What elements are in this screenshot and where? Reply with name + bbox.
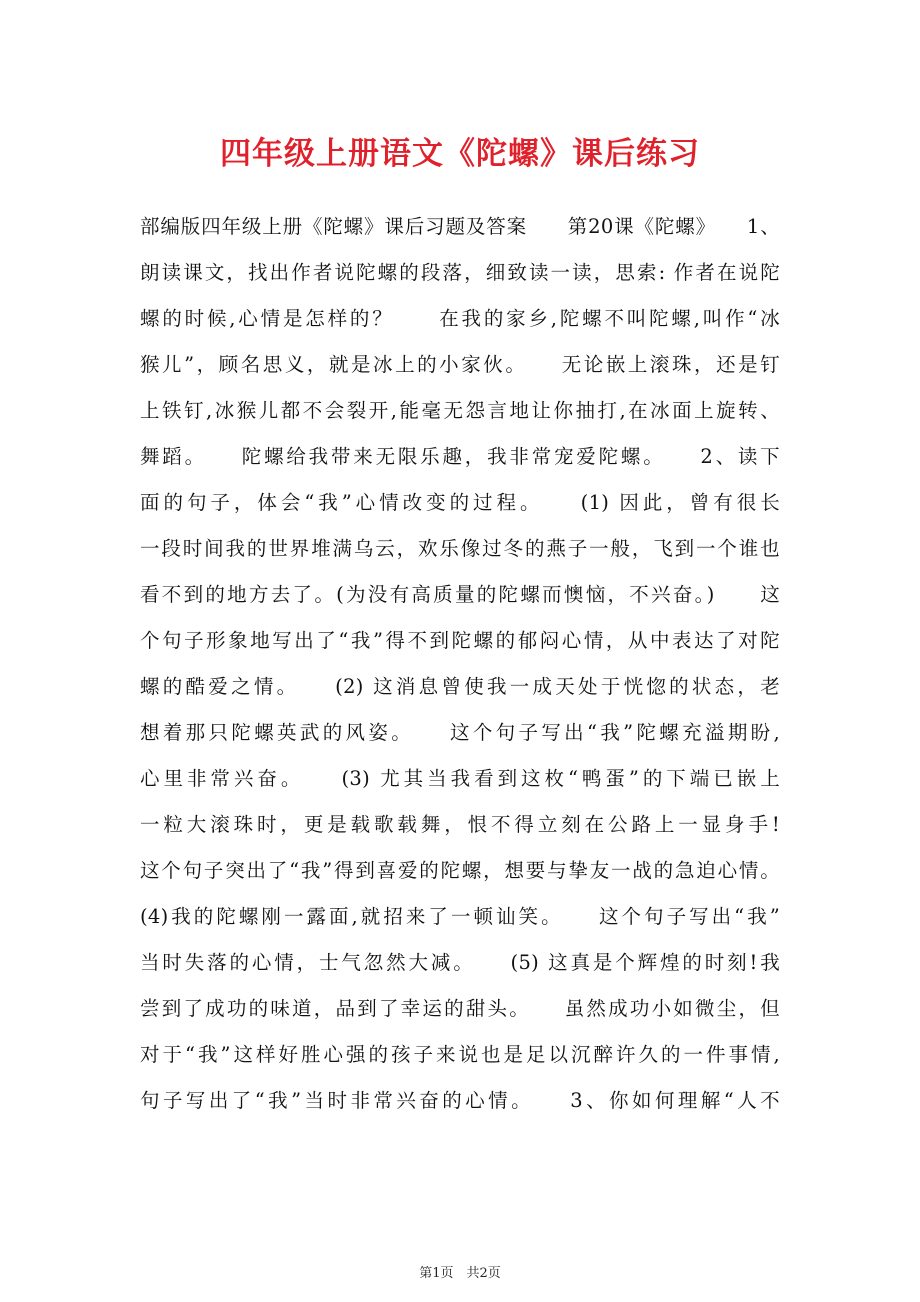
document-body [140, 212, 780, 1132]
text-line: 一段时间我的世界堆满乌云，欢乐像过冬的燕子一般，飞到一个谁也 [140, 537, 780, 560]
text-line: 句子写出了“我”当时非常兴奋的心情。 3、你如何理解“人不 [140, 1089, 780, 1112]
text-line: 一粒大滚珠时，更是载歌载舞，恨不得立刻在公路上一显身手! [140, 813, 780, 836]
text-line: 看不到的地方去了。(为没有高质量的陀螺而懊恼，不兴奋。) 这 [140, 583, 780, 606]
text-line: 朗读课文，找出作者说陀螺的段落，细致读一读，思索: 作者在说陀 [140, 261, 780, 284]
text-line: 这个句子突出了“我”得到喜爱的陀螺，想要与挚友一战的急迫心情。 [140, 859, 780, 882]
text-line: 想着那只陀螺英武的风姿。 这个句子写出“我”陀螺充溢期盼, [140, 721, 780, 744]
page-footer: 第1页 共2页 [419, 1266, 501, 1281]
text-line: 对于“我”这样好胜心强的孩子来说也是足以沉醉许久的一件事情, [140, 1043, 780, 1066]
text-line: 尝到了成功的味道，品到了幸运的甜头。 虽然成功小如微尘，但 [140, 997, 780, 1020]
text-line: 螺的酷爱之情。 (2) 这消息曾使我一成天处于恍惚的状态，老 [140, 675, 780, 698]
text-line: 部编版四年级上册《陀螺》课后习题及答案 第20课《陀螺》 1、 [140, 215, 780, 238]
text-line: 面的句子，体会“我”心情改变的过程。 (1) 因此，曾有很长 [140, 491, 780, 514]
document-title: 四年级上册语文《陀螺》课后练习 [220, 136, 700, 172]
text-line: 当时失落的心情，士气忽然大减。 (5) 这真是个辉煌的时刻!我 [140, 951, 780, 974]
text-line: 猴儿”，顾名思义，就是冰上的小家伙。 无论嵌上滚珠，还是钉 [140, 353, 780, 376]
text-line: (4)我的陀螺刚一露面,就招来了一顿讪笑。 这个句子写出“我” [140, 905, 780, 928]
text-line: 螺的时候,心情是怎样的？ 在我的家乡,陀螺不叫陀螺,叫作“冰 [140, 307, 780, 330]
text-line: 上铁钉,冰猴儿都不会裂开,能毫无怨言地让你抽打,在冰面上旋转、 [140, 399, 780, 422]
text-line: 心里非常兴奋。 (3) 尤其当我看到这枚“鸭蛋”的下端已嵌上 [140, 767, 780, 790]
text-line: 个句子形象地写出了“我”得不到陀螺的郁闷心情，从中表达了对陀 [140, 629, 780, 652]
text-line: 舞蹈。 陀螺给我带来无限乐趣，我非常宠爱陀螺。 2、读下 [140, 445, 780, 468]
